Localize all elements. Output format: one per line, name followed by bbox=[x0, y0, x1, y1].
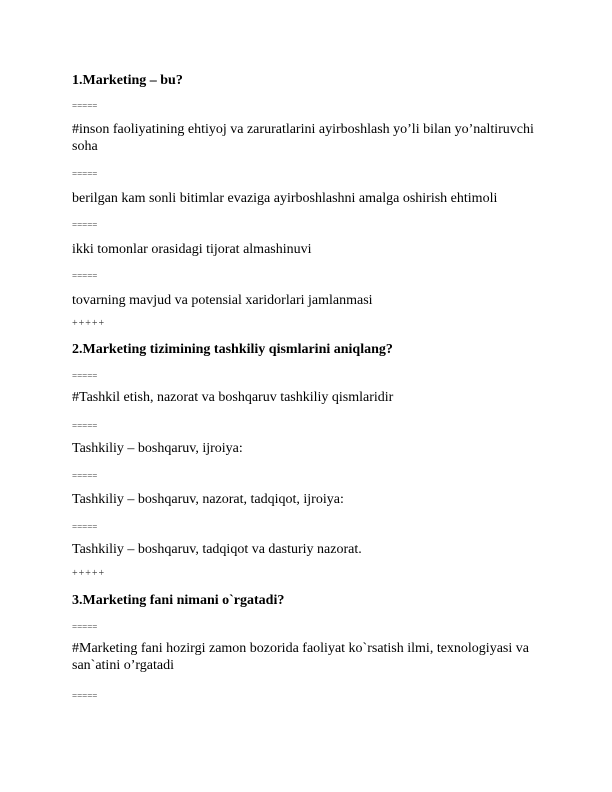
question-end-marker: +++++ bbox=[72, 568, 106, 579]
separator: ===== bbox=[72, 622, 98, 632]
separator: ===== bbox=[72, 522, 98, 532]
separator: ===== bbox=[72, 220, 98, 230]
separator: ===== bbox=[72, 101, 98, 111]
separator: ===== bbox=[72, 169, 98, 179]
separator: ===== bbox=[72, 421, 98, 431]
question-3-title: 3.Marketing fani nimani o`rgatadi? bbox=[72, 593, 285, 608]
question-1-title: 1.Marketing – bu? bbox=[72, 73, 183, 88]
separator: ===== bbox=[72, 371, 98, 381]
question-2-answer-2: Tashkiliy – boshqaruv, ijroiya: bbox=[72, 441, 243, 456]
separator: ===== bbox=[72, 471, 98, 481]
question-2-answer-4: Tashkiliy – boshqaruv, tadqiqot va dasturiy nazorat. bbox=[72, 542, 362, 557]
separator: ===== bbox=[72, 271, 98, 281]
question-end-marker: +++++ bbox=[72, 318, 106, 329]
question-1-answer-2: berilgan kam sonli bitimlar evaziga ayirboshlashni amalga oshirish ehtimoli bbox=[72, 191, 498, 206]
question-1-answer-4: tovarning mavjud va potensial xaridorlari jamlanmasi bbox=[72, 293, 373, 308]
question-2-title: 2.Marketing tizimining tashkiliy qismlarini aniqlang? bbox=[72, 342, 393, 357]
question-1-answer-3: ikki tomonlar orasidagi tijorat almashinuvi bbox=[72, 242, 312, 257]
separator: ===== bbox=[72, 691, 98, 701]
question-1-answer-1: #inson faoliyatining ehtiyoj va zaruratlarini ayirboshlash yo’li bilan yo’naltiruvchi soha bbox=[72, 122, 534, 154]
question-3-answer-1: #Marketing fani hozirgi zamon bozorida faoliyat ko`rsatish ilmi, texnologiyasi va san`atini o’rgatadi bbox=[72, 641, 529, 673]
question-2-answer-3: Tashkiliy – boshqaruv, nazorat, tadqiqot, ijroiya: bbox=[72, 492, 344, 507]
question-2-answer-1: #Tashkil etish, nazorat va boshqaruv tashkiliy qismlaridir bbox=[72, 390, 394, 405]
